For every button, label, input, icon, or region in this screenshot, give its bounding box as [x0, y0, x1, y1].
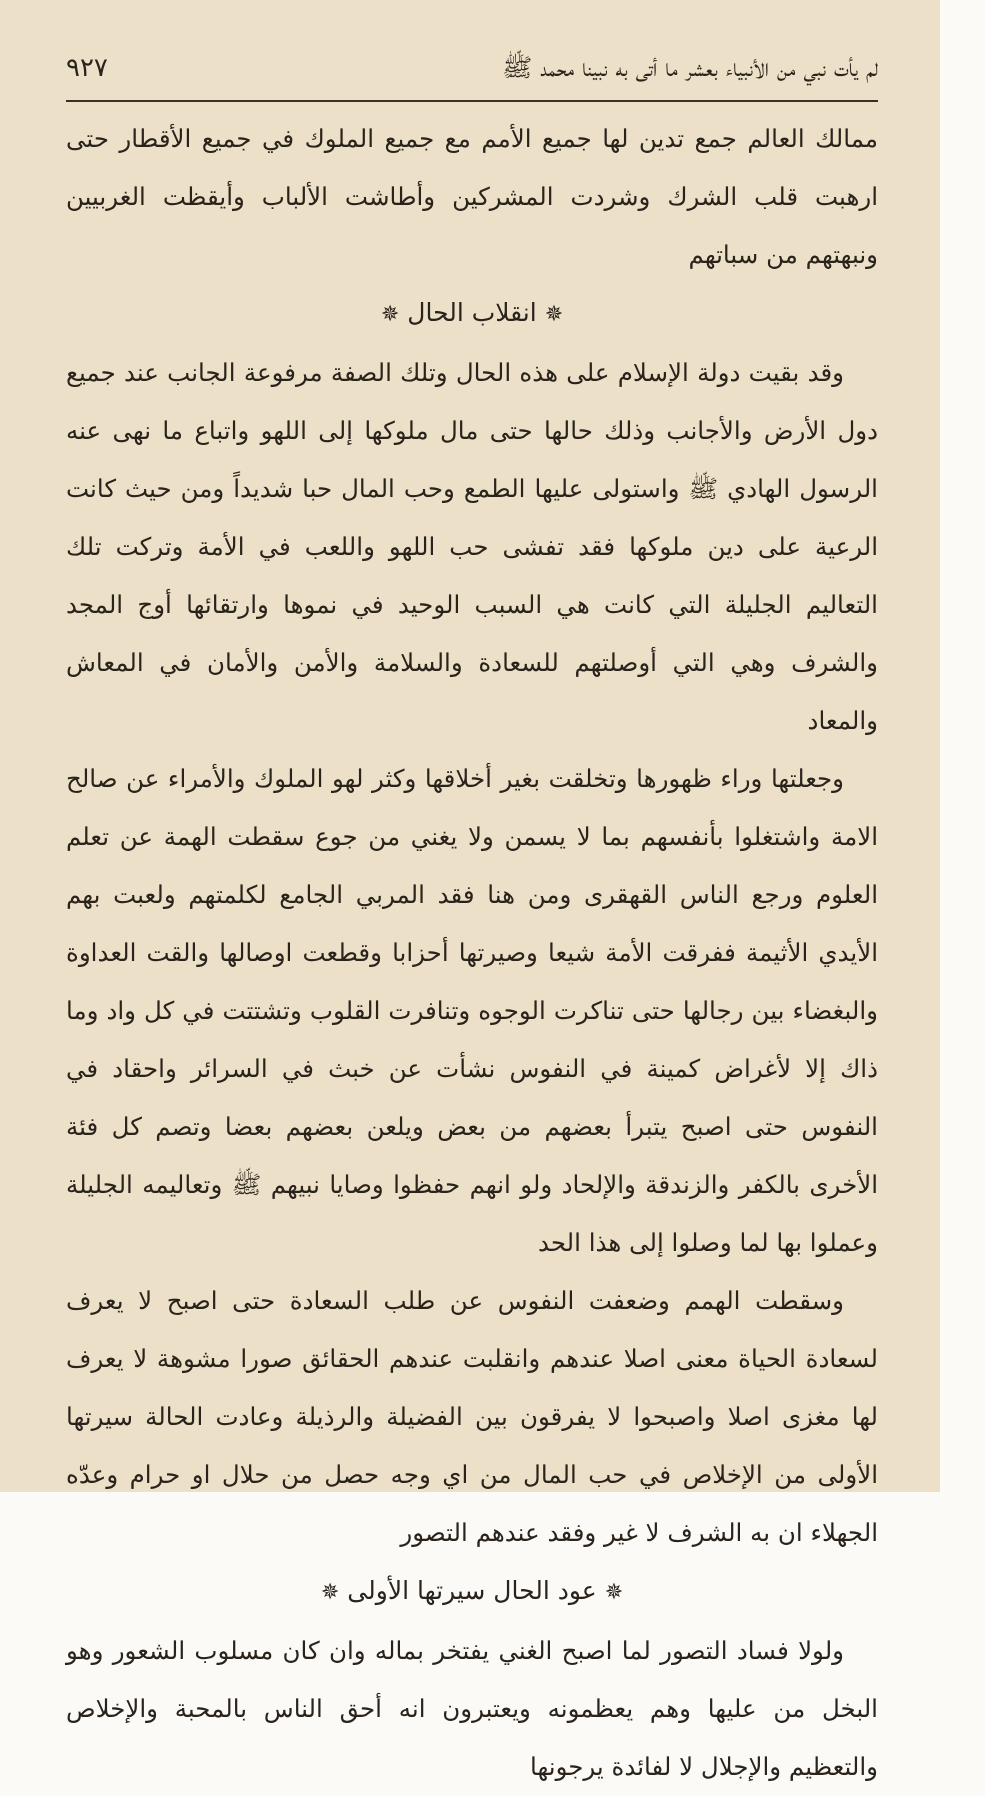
paragraph-3: وجعلتها وراء ظهورها وتخلقت بغير أخلاقها وكثر لهو الملوك والأمراء عن صالح الامة واشتغلوا بأنفسهم بما لا يسمن ولا يغني من جوع سقطت الهمة عن تعلم العلوم ورجع الناس القهقرى ومن هنا فقد المربي الجامع لكلمتهم ولعبت بهم الأيدي الأثيمة ففرقت الأمة شيعا وصيرتها أحزابا وقطعت اوصالها والقت العداوة والبغضاء بين رجالها حتى تناكرت الوجوه وتنافرت القلوب وتشتتت في كل واد وما ذاك إلا لأغراض كمينة في النفوس نشأت عن خبث في السرائر واحقاد في النفوس حتى اصبح يتبرأ بعضهم من بعض ويلعن بعضهم بعضا وتصم كل فئة الأخرى بالكفر والزندقة والإلحاد ولو انهم حفظوا وصايا نبيهم ﷺ وتعاليمه الجليلة وعملوا بها لما وصلوا إلى هذا الحد [66, 764, 878, 1257]
ornament-icon: ✵ [544, 302, 564, 327]
scan-margin [940, 0, 985, 1492]
ornament-icon: ✵ [604, 1580, 624, 1605]
ornament-icon: ✵ [380, 302, 400, 327]
paragraph-4: وسقطت الهمم وضعفت النفوس عن طلب السعادة حتى اصبح لا يعرف لسعادة الحياة معنى اصلا عندهم وانقلبت عندهم الحقائق صورا مشوهة لا يعرف لها مغزى اصلا واصبحوا لا يفرقون بين الفضيلة والرذيلة وعادت الحالة سيرتها الأولى من الإخلاص في حب المال من اي وجه حصل من حلال او حرام وعدّه الجهلاء ان به الشرف لا غير وفقد عندهم التصور [66, 1286, 878, 1547]
page-number: ٩٢٧ [66, 53, 108, 83]
ornament-icon: ✵ [320, 1580, 340, 1605]
section-heading-1-text: انقلاب الحال [407, 298, 537, 327]
section-heading-1 [66, 284, 878, 344]
header-rule [66, 100, 878, 102]
running-title: لم يأت نبي من الأنبياء بعشر ما أتى به نبينا محمد ﷺ [502, 53, 878, 82]
paragraph-2: وقد بقيت دولة الإسلام على هذه الحال وتلك الصفة مرفوعة الجانب عند جميع دول الأرض والأجانب وذلك حالها حتى مال ملوكها إلى اللهو واتباع ما نهى عنه الرسول الهادي ﷺ واستولى عليها الطمع وحب المال حبا شديداً ومن حيث كانت الرعية على دين ملوكها فقد تفشى حب اللهو واللعب في الأمة وتركت تلك التعاليم الجليلة التي كانت هي السبب الوحيد في نموها وارتقائها أوج المجد والشرف وهي التي أوصلتهم للسعادة والسلامة والأمن والأمان في المعاش والمعاد [66, 358, 878, 735]
section-heading-2 [66, 1562, 878, 1622]
paragraph-1: ممالك العالم جمع تدين لها جميع الأمم مع جميع الملوك في جميع الأقطار حتى ارهبت قلب الشرك وشردت المشركين وأطاشت الألباب وأيقظت الغربيين ونبهتهم من سباتهم [66, 124, 878, 269]
page-body [66, 110, 878, 1796]
section-heading-2-text: عود الحال سيرتها الأولى [347, 1576, 597, 1605]
paragraph-5: ولولا فساد التصور لما اصبح الغني يفتخر بماله وان كان مسلوب الشعور وهو البخل من عليها وهم يعظمونه ويعتبرون انه أحق الناس بالمحبة والإخلاص والتعظيم والإجلال لا لفائدة يرجونها [66, 1636, 878, 1781]
page-header [66, 52, 878, 96]
